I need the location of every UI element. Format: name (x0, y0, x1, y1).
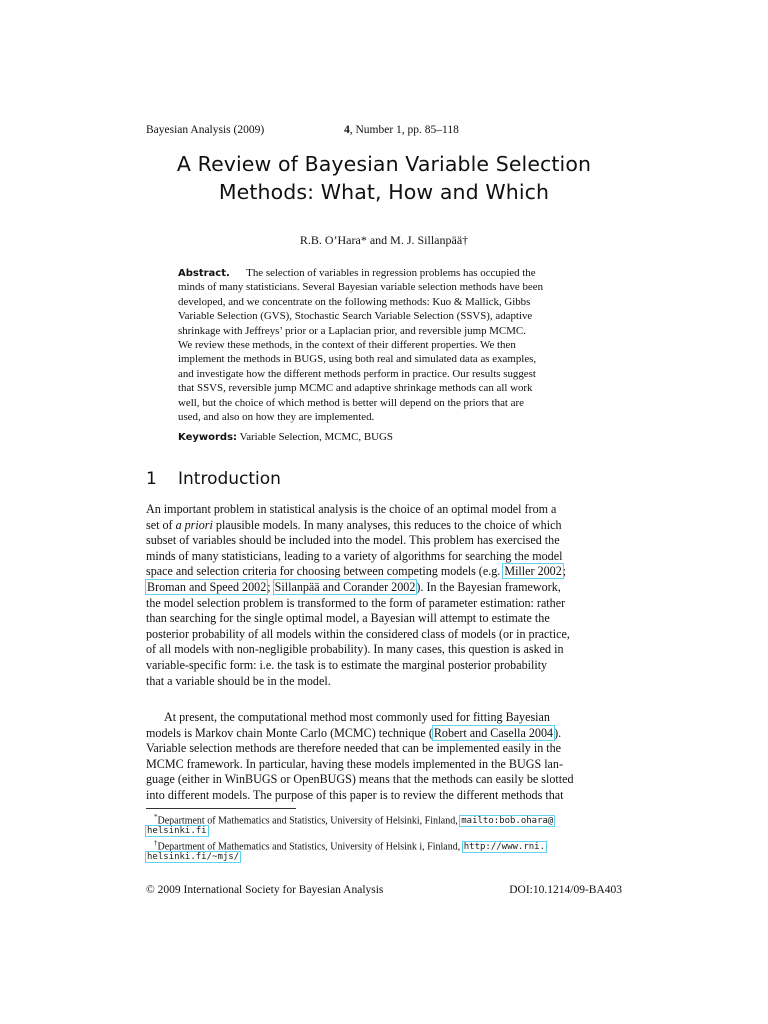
body-line: subset of variables should be included into the model. This problem has exercised the (146, 533, 560, 548)
body-line: MCMC framework. In particular, having these models implemented in the BUGS lan- (146, 756, 563, 771)
body-line: the model selection problem is transformed to the form of parameter estimation: rather (146, 595, 566, 610)
body-line (146, 564, 566, 580)
footnote-1-cont (146, 824, 208, 838)
text-run: space and selection criteria for choosing between competing models (e.g. (146, 564, 504, 579)
email-link[interactable]: helsinki.fi (147, 826, 207, 836)
email-link[interactable]: mailto:bob.ohara@ (461, 816, 554, 827)
volume-info (344, 124, 459, 136)
body-line: Variable selection methods are therefore needed that can be implemented easily in the (146, 741, 562, 756)
abstract-line: minds of many statisticians. Several Bayesian variable selection methods have been (178, 281, 544, 294)
body-line: minds of many statisticians, leading to a variety of algorithms for searching the model (146, 548, 563, 563)
footnote-mark: * (154, 813, 158, 821)
abstract-line: We review these methods, in the context of their different properties. We then (178, 339, 516, 351)
body-line: An important problem in statistical analysis is the choice of an optimal model from a (146, 502, 557, 516)
text-run: ; (267, 580, 274, 594)
url-link[interactable]: http://www.rni. (463, 842, 546, 853)
italic-phrase: a priori (175, 517, 213, 532)
copyright-notice: © 2009 International Society for Bayesian Analysis (146, 884, 384, 896)
abstract-text: The selection of variables in regression problems has occupied the (246, 267, 536, 279)
text-run: ; (562, 564, 567, 579)
text-run: ). In the Bayesian framework, (416, 580, 561, 594)
issue-pages: , Number 1, pp. 85–118 (349, 124, 459, 136)
doi: DOI:10.1214/09-BA403 (509, 884, 622, 896)
text-run: ). (554, 725, 562, 740)
body-line: into different models. The purpose of this paper is to review the different methods that (146, 788, 564, 802)
citation-link[interactable]: Sillanpää and Corander 2002 (274, 580, 416, 594)
abstract-line: well, but the choice of which method is better will depend on the priors that are (178, 396, 524, 409)
paper-title-line-2: Methods: What, How and Which (218, 180, 550, 204)
body-line: guage (either in WinBUGS or OpenBUGS) means that the methods can easily be slotted (146, 772, 574, 787)
text-run: models is Markov chain Monte Carlo (MCMC) technique ( (146, 725, 433, 740)
body-line (146, 726, 561, 742)
abstract-line: developed, and we concentrate on the following methods: Kuo & Mallick, Gibbs (178, 295, 531, 308)
body-line: posterior probability of all models within the considered class of models (or in practice, (146, 626, 570, 641)
footnote-rule (146, 808, 296, 809)
body-line: than searching for the single optimal model, a Bayesian will attempt to estimate the (146, 611, 550, 626)
body-line (146, 580, 561, 596)
abstract-line: Variable Selection (GVS), Stochastic Search Variable Selection (SSVS), adaptive (178, 310, 533, 323)
citation-link[interactable]: Miller 2002 (504, 564, 562, 579)
abstract-line: and investigate how the different methods perform in practice. Our results suggest (178, 367, 536, 380)
journal-name: Bayesian Analysis (2009) (146, 124, 265, 136)
abstract-label: Abstract. (178, 268, 230, 279)
volume-number: 4 (344, 124, 350, 136)
body-line (146, 518, 562, 534)
citation-link[interactable]: Robert and Casella 2004 (433, 725, 554, 740)
footnote-2-cont (146, 850, 240, 864)
section-title: Introduction (178, 469, 281, 489)
keywords-label: Keywords: (178, 432, 238, 443)
body-line: At present, the computational method most commonly used for fitting Bayesian (164, 710, 550, 724)
paper-title-line-1: A Review of Bayesian Variable Selection (176, 152, 592, 176)
body-line: that a variable should be in the model. (146, 673, 331, 688)
text-run: plausible models. In many analyses, this reduces to the choice of which (212, 517, 562, 532)
url-link[interactable]: helsinki.fi/~mjs/ (147, 852, 240, 862)
abstract-line: that SSVS, reversible jump MCMC and adaptive shrinkage methods can all work (178, 382, 533, 395)
text-run: set of (146, 517, 176, 532)
abstract-line (178, 266, 536, 281)
abstract-line: implement the methods in BUGS, using both real and simulated data as examples, (178, 353, 537, 366)
citation-link[interactable]: Broman and Speed 2002 (147, 580, 267, 594)
keywords-text: Variable Selection, MCMC, BUGS (239, 431, 393, 443)
footnote-mark: † (154, 839, 158, 847)
section-heading (146, 469, 281, 489)
footnote-text: Department of Mathematics and Statistics, University of Helsink i, Finland, (157, 841, 463, 853)
abstract-line: used, and also on how they are implemented. (178, 411, 375, 423)
footnote-text: Department of Mathematics and Statistics, University of Helsinki, Finland, (157, 815, 461, 827)
footnote-1 (154, 811, 554, 828)
body-line: variable-specific form: i.e. the task is to estimate the marginal posterior probability (146, 658, 548, 672)
body-line: of all models with non-negligible probability). In many cases, this question is asked in (146, 642, 564, 657)
section-number: 1 (146, 469, 157, 489)
keywords (178, 430, 393, 445)
abstract-line: shrinkage with Jeffreys’ prior or a Laplacian prior, and reversible jump MCMC. (178, 324, 526, 337)
authors: R.B. O’Hara* and M. J. Sillanpää† (299, 233, 469, 247)
